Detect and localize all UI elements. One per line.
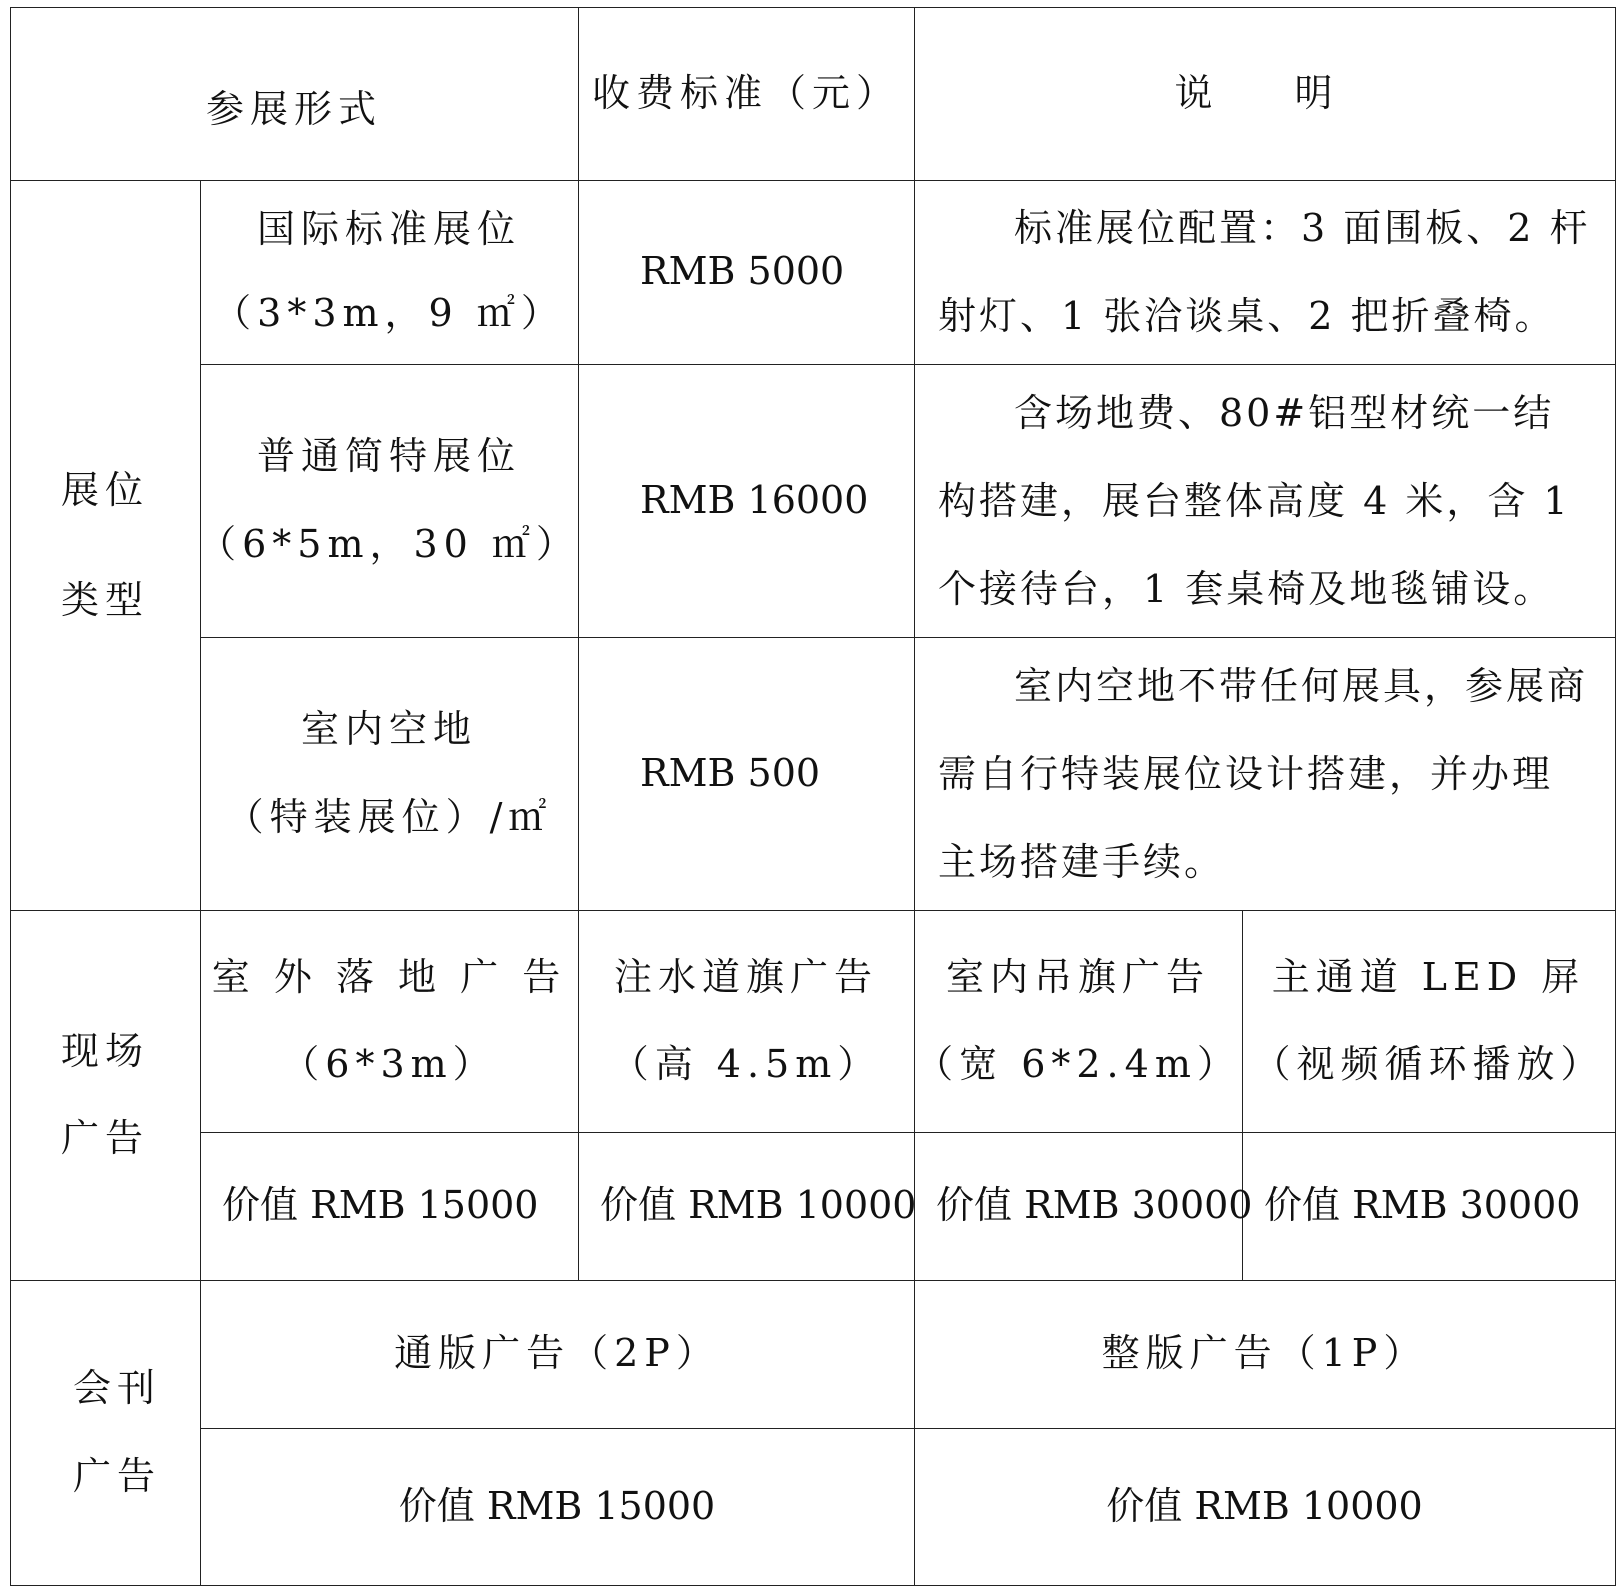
ad-item-name: 主通道 LED 屏 （视频循环播放） <box>1252 954 1605 1086</box>
journal-ads-category-label: 会刊 广告 <box>72 1366 161 1498</box>
journal-ad-price: 价值 RMB 15000 <box>398 1483 716 1528</box>
booth-description: 标准展位配置：3 面围板、2 杆射灯、1 张洽谈桌、2 把折叠椅。 <box>938 206 1591 338</box>
ad-item-price: 价值 RMB 15000 <box>222 1183 539 1228</box>
journal-ad-name: 通版广告（2P） <box>394 1331 720 1376</box>
booth-name: 室内空地 （特装展位）/㎡ <box>225 707 553 839</box>
ad-item-name: 室内吊旗广告 （宽 6*2.4m） <box>915 954 1241 1086</box>
onsite-ads-category-label: 现场 广告 <box>60 1028 149 1160</box>
header-note: 说 明 <box>1174 70 1355 115</box>
ad-item-price: 价值 RMB 10000 <box>600 1183 917 1228</box>
ad-item-price: 价值 RMB 30000 <box>1264 1183 1581 1228</box>
header-fee: 收费标准（元） <box>591 70 900 115</box>
booth-price: RMB 5000 <box>640 249 845 294</box>
booth-price: RMB 500 <box>640 750 821 795</box>
booth-description: 室内空地不带任何展具，参展商需自行特装展位设计搭建，并办理主场搭建手续。 <box>938 663 1589 884</box>
booth-price: RMB 16000 <box>640 477 869 522</box>
header-form: 参展形式 <box>205 87 382 132</box>
booth-description: 含场地费、80#铝型材统一结构搭建，展台整体高度 4 米，含 1 个接待台，1 套桌椅及地毯铺设。 <box>938 390 1571 611</box>
journal-ad-name: 整版广告（1P） <box>1101 1331 1428 1376</box>
ad-item-name: 注水道旗广告 （高 4.5m） <box>610 954 882 1086</box>
booth-name: 国际标准展位 （3*3m，9 ㎡） <box>213 207 565 335</box>
ad-item-name: 室 外 落 地 广 告 （6*3m） <box>211 954 567 1086</box>
journal-ad-price: 价值 RMB 10000 <box>1106 1483 1423 1528</box>
ad-item-price: 价值 RMB 30000 <box>936 1183 1253 1228</box>
booth-name: 普通简特展位 （6*5m，30 ㎡） <box>198 434 580 566</box>
booth-category-label: 展位 类型 <box>60 467 149 622</box>
